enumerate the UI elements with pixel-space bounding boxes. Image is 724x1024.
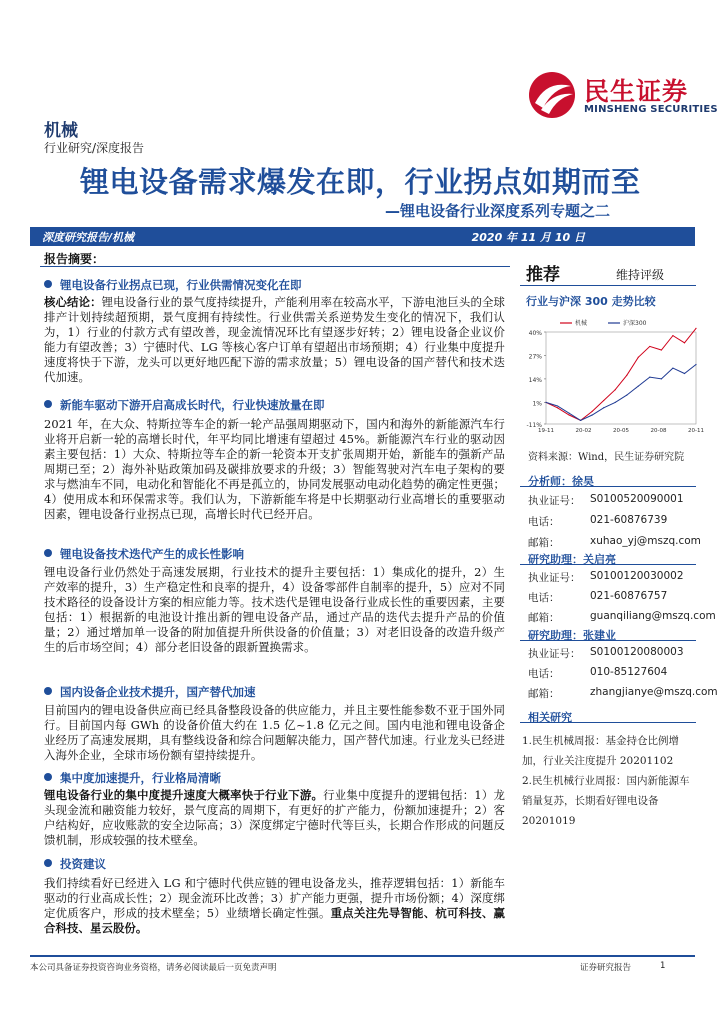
section-body-6: 我们持续看好已经进入 LG 和宁德时代供应链的锂电设备龙头，推荐逻辑包括：1）新能车驱动的行业高成长性；2）现金流环比改善；3）扩产能力更强，提升市场份额；4）深度绑定优质客户，形成的技术壁垒；5）业绩增长确定性强。重点关注先导智能、杭可科技、赢合科技、星云股份。: [44, 876, 505, 935]
rating-label: 推荐: [526, 265, 560, 285]
data-point: [580, 420, 581, 421]
x-tick-label: 20-08: [650, 428, 667, 434]
section-heading-3: 锂电设备技术迭代产生的成长性影响: [44, 546, 244, 562]
brand-name-cn: 民生证券: [584, 77, 689, 106]
data-point: [684, 342, 685, 343]
chart-title: 行业与沪深 300 走势比较: [526, 295, 656, 308]
chart-source: 资料来源：Wind，民生证券研究院: [528, 452, 685, 463]
y-tick-label: 1%: [532, 400, 542, 408]
data-point: [684, 373, 685, 374]
bullet-icon: [44, 773, 52, 781]
bullet-icon: [44, 280, 52, 288]
y-tick-label: 14%: [528, 376, 542, 384]
summary-label: 报告摘要：: [44, 252, 105, 266]
analyst-heading-1: 分析师：徐昊: [520, 473, 696, 487]
data-point: [557, 407, 558, 408]
related-item[interactable]: 2.民生机械行业周报：国内新能源车销量复苏，长期看好锂电设备 20201019: [522, 775, 690, 827]
section-body-5: 锂电设备行业的集中度提升速度大概率快于行业下游。行业集中度提升的逻辑包括：1）龙头现金流和融资能力较好，景气度高的周期下，有更好的扩产能力，份额加速提升；2）客户结构好，应收账款的安全边际高；3）深度绑定宁德时代等巨头，长期合作形成的问题反馈机制，形成较强的技术壁垒。: [44, 788, 505, 847]
x-tick-label: 20-02: [575, 428, 592, 434]
x-tick-label: 19-11: [538, 428, 554, 434]
data-point: [603, 400, 604, 401]
data-point: [695, 364, 696, 365]
section-heading-5: 集中度加速提升，行业格局清晰: [44, 770, 221, 786]
bullet-icon: [44, 400, 52, 408]
analyst-row: 执业证号： S0100120080003: [528, 646, 684, 660]
data-point: [649, 346, 650, 347]
report-info-bar: [30, 227, 695, 246]
data-point: [649, 376, 650, 377]
data-point: [638, 386, 639, 387]
analyst-row[interactable]: 邮箱： guanqiliang@mszq.com: [528, 610, 716, 624]
data-point: [626, 395, 627, 396]
industry-label: 机械: [44, 121, 78, 141]
analyst-row: 电话： 010-85127604: [528, 666, 668, 680]
series-line-machinery: [546, 328, 696, 420]
section-heading-4: 国内设备企业技术提升，国产替代加速: [44, 684, 256, 700]
analyst-row: 电话： 021-60876757: [528, 590, 668, 604]
page-number: 1: [660, 961, 666, 971]
data-point: [592, 414, 593, 415]
section-body-4: 目前国内的锂电设备供应商已经具备整段设备的供应能力，并且主要性能参数不亚于国外同行。目前国内每 GWh 的设备价值大约在 1.5 亿~1.8 亿元之间。国内电池和锂电设备企业经历了高速发展期，具有整线设备和综合问题解决能力，国产替代加速。行业龙头已经进入海外企业，全球市场份额有望持续提升。: [44, 703, 505, 762]
y-tick-label: -11%: [526, 422, 542, 429]
data-point: [557, 405, 558, 406]
data-point: [672, 335, 673, 336]
legend-label: 沪深300: [623, 320, 647, 327]
related-heading: 相关研究: [520, 709, 696, 723]
series-line-csi300: [546, 365, 696, 421]
divider: [520, 285, 696, 286]
data-point: [615, 402, 616, 403]
bullet-icon: [44, 859, 52, 867]
section-heading-1: 锂电设备行业拐点已现，行业供需情况变化在即: [44, 277, 302, 293]
section-heading-6: 投资建议: [44, 856, 106, 872]
plot-frame: [546, 332, 696, 424]
minsheng-logo-icon: [527, 70, 577, 120]
divider: [40, 266, 510, 267]
section-body-3: 锂电设备行业仍然处于高速发展期，行业技术的提升主要包括：1）集成化的提升，2）生产效率的提升，3）生产稳定性和良率的提升，4）设备零部件自制率的提升，5）应对不同技术路径的设备设计方案的相应能力等。技术迭代是锂电设备行业成长性的重要因素，主要包括：1）根据新的电池设计推出新的锂电设备产品，通过产品的迭代去提升产品的价值量；2）通过增加单一设备的附加值提升所供设备的价值量；3）对老旧设备的改造升级产生的后市场空间；4）部分老旧设备的跟新置换需求。: [44, 565, 505, 654]
data-point: [545, 402, 546, 403]
footer-label: 证券研究报告: [580, 963, 632, 973]
related-item[interactable]: 1.民生机械周报：基金持仓比例增加，行业关注度提升 20201102: [522, 735, 680, 767]
footer-disclaimer: 本公司具备证券投资咨询业务资格，请务必阅读最后一页免责声明: [30, 963, 277, 973]
data-point: [672, 367, 673, 368]
data-point: [638, 357, 639, 358]
data-point: [603, 407, 604, 408]
analyst-heading-3: 研究助理：张建业: [520, 627, 696, 641]
bullet-icon: [44, 687, 52, 695]
y-tick-label: 27%: [528, 353, 542, 361]
bullet-icon: [44, 549, 52, 557]
section-body-1: 核心结论：锂电设备行业的景气度持续提升，产能利用率在较高水平，下游电池巨头的全球排产计划持续超预期，景气度拥有持续性。行业供需关系逆势发生变化的情况下，我们认为，1）行业的付款方式有望改善，现金流情况环比有望逐步好转；2）锂电设备企业议价能力有望改善；3）宁德时代、LG 等核心客户订单有望超出市场预期；4）行业集中度提升速度将快于下游，龙头可以更好地匹配下游的需求放量；5）锂电设备的国产替代和技术迭代加速。: [44, 295, 505, 384]
data-point: [661, 378, 662, 379]
y-tick-label: 40%: [528, 330, 542, 337]
section-heading-2: 新能车驱动下游开启高成长时代，行业快速放量在即: [44, 397, 325, 413]
trend-chart: [520, 312, 704, 442]
x-tick-label: 20-11: [688, 428, 704, 434]
data-point: [695, 328, 696, 329]
report-type: 深度研究报告/机械: [42, 231, 135, 244]
data-point: [626, 375, 627, 376]
report-date: 2020 年 11 月 10 日: [471, 231, 585, 244]
data-point: [592, 411, 593, 412]
analyst-heading-2: 研究助理：关启亮: [520, 551, 696, 565]
report-subtitle: —锂电设备行业深度系列专题之二: [384, 202, 610, 220]
report-title: 锂电设备需求爆发在即，行业拐点如期而至: [80, 165, 641, 199]
rating-value: 维持评级: [616, 268, 665, 282]
analyst-row: 执业证号： S0100120030002: [528, 570, 684, 584]
analyst-row: 电话： 021-60876739: [528, 514, 668, 528]
footer-divider: [30, 955, 695, 957]
analyst-row[interactable]: 邮箱： xuhao_yj@mszq.com: [528, 535, 701, 549]
analyst-row: 执业证号： S0100520090001: [528, 493, 684, 507]
legend-label: 机械: [575, 320, 588, 327]
x-tick-label: 20-05: [613, 428, 629, 434]
data-point: [568, 413, 569, 414]
analyst-row[interactable]: 邮箱： zhangjianye@mszq.com: [528, 686, 718, 700]
data-point: [661, 349, 662, 350]
brand-name-en: MINSHENG SECURITIES: [584, 104, 718, 115]
report-category: 行业研究/深度报告: [44, 141, 145, 155]
section-body-2: 2021 年，在大众、特斯拉等车企的新一轮产品强周期驱动下，国内和海外的新能源汽车行业将开启新一轮的高增长时代，年平均同比增速有望超过 45%。新能源汽车行业的驱动因素主要包括：1）大众、特斯拉等车企的新一轮资本开支扩张周期开始，新能车的强新产品周期已至；2）海外补贴政策加码及碳排放要求的升级；3）智能驾驶对汽车电子架构的要求与燃油车不同，电动化和智能化不再是孤立的，协同发展驱动电动化趋势的确定性更强；4）使用成本和环保需求等。我们认为，下游新能车将是中长期驱动行业高增长的重要驱动因素，锂电设备行业拐点已现，高增长时代已经开启。: [44, 417, 505, 521]
data-point: [568, 414, 569, 415]
data-point: [615, 389, 616, 390]
